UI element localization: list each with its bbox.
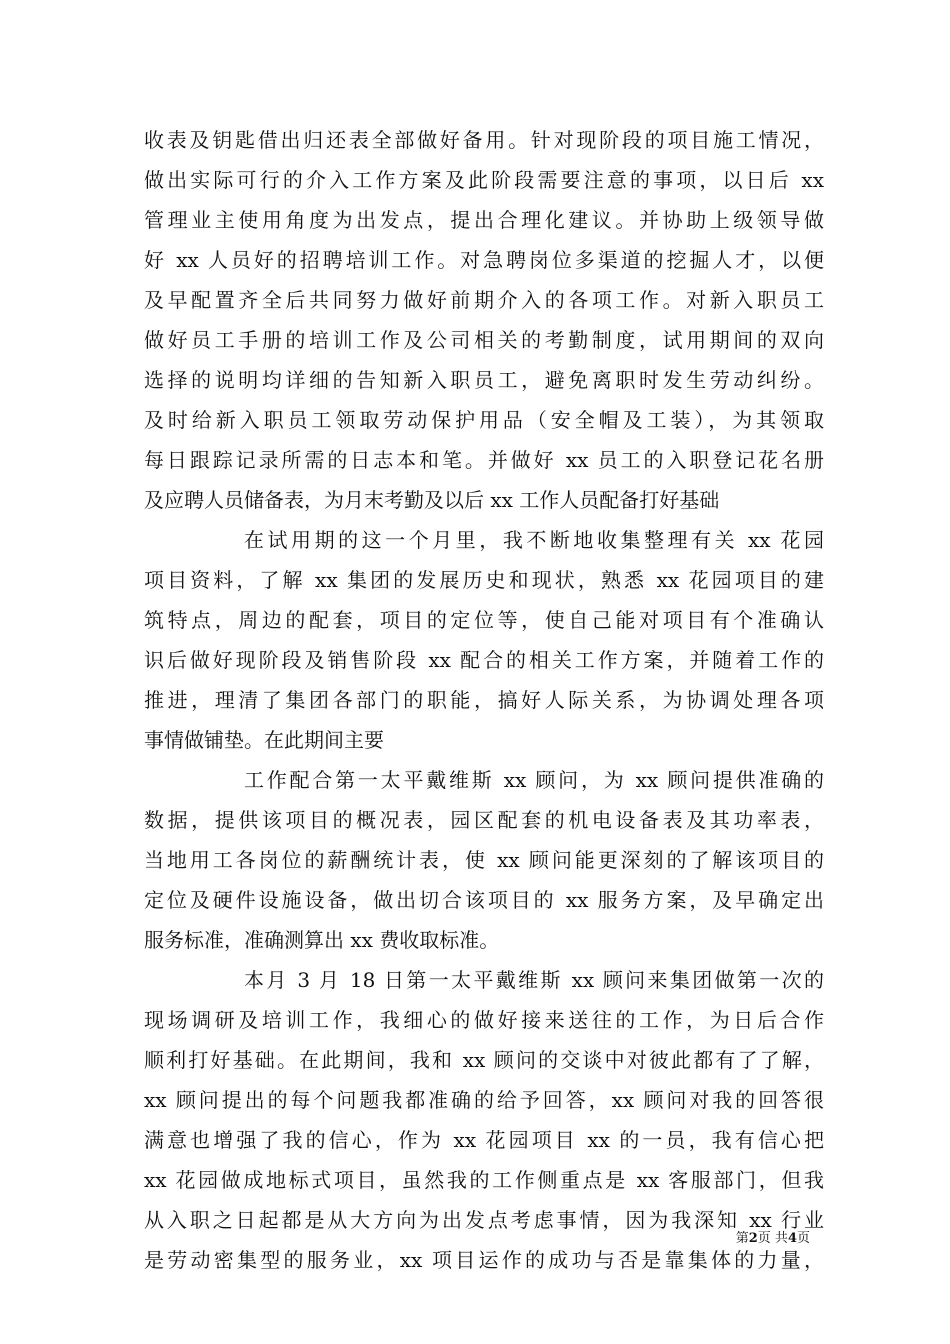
text-line: 识后做好现阶段及销售阶段 xx 配合的相关工作方案，并随着工作的 [144, 648, 824, 672]
text-line: 做出实际可行的介入工作方案及此阶段需要注意的事项，以日后 xx [144, 168, 824, 192]
text-line: 每日跟踪记录所需的日志本和笔。并做好 xx 员工的入职登记花名册 [144, 448, 824, 472]
text-line: 管理业主使用角度为出发点，提出合理化建议。并协助上级领导做 [144, 208, 824, 232]
text-line: 及时给新入职员工领取劳动保护用品（安全帽及工装），为其领取 [144, 408, 824, 432]
text-line: 收表及钥匙借出归还表全部做好备用。针对现阶段的项目施工情况， [144, 128, 824, 152]
text-line: 筑特点，周边的配套，项目的定位等，使自己能对项目有个准确认 [144, 608, 824, 632]
paragraph-4 [144, 960, 824, 1280]
text-line: 在试用期的这一个月里，我不断地收集整理有关 xx 花园 [244, 528, 824, 552]
text-line: 从入职之日起都是从大方向为出发点考虑事情，因为我深知 xx 行业 [144, 1208, 824, 1232]
text-line: 项目资料，了解 xx 集团的发展历史和现状，熟悉 xx 花园项目的建 [144, 568, 824, 592]
text-line: 及应聘人员储备表，为月末考勤及以后 xx 工作人员配备打好基础 [144, 488, 720, 512]
text-line: 现场调研及培训工作，我细心的做好接来送往的工作，为日后合作 [144, 1008, 824, 1032]
text-line: 满意也增强了我的信心，作为 xx 花园项目 xx 的一员，我有信心把 [144, 1128, 824, 1152]
footer-suffix: 页 [796, 1231, 810, 1246]
total-pages-number: 4 [787, 1231, 797, 1246]
text-line: 服务标准，准确测算出 xx 费收取标准。 [144, 928, 500, 952]
page-footer [736, 1230, 810, 1248]
text-line: xx 顾问提出的每个问题我都准确的给予回答，xx 顾问对我的回答很 [144, 1088, 824, 1112]
text-line: 顺利打好基础。在此期间，我和 xx 顾问的交谈中对彼此都有了了解， [144, 1048, 824, 1072]
text-line: xx 花园做成地标式项目，虽然我的工作侧重点是 xx 客服部门，但我 [144, 1168, 824, 1192]
paragraph-1 [144, 120, 824, 520]
text-line: 本月 3 月 18 日第一太平戴维斯 xx 顾问来集团做第一次的 [244, 968, 824, 992]
paragraph-2 [144, 520, 824, 760]
current-page-number: 2 [748, 1231, 758, 1246]
text-line: 好 xx 人员好的招聘培训工作。对急聘岗位多渠道的挖掘人才，以便 [144, 248, 824, 272]
text-line: 事情做铺垫。在此期间主要 [144, 728, 384, 752]
text-line: 做好员工手册的培训工作及公司相关的考勤制度，试用期间的双向 [144, 328, 824, 352]
body-text [144, 120, 824, 1280]
text-line: 工作配合第一太平戴维斯 xx 顾问，为 xx 顾问提供准确的 [244, 768, 824, 792]
text-line: 定位及硬件设施设备，做出切合该项目的 xx 服务方案，及早确定出 [144, 888, 824, 912]
footer-middle: 页 共 [757, 1231, 788, 1246]
text-line: 数据，提供该项目的概况表，园区配套的机电设备表及其功率表， [144, 808, 824, 832]
text-line: 及早配置齐全后共同努力做好前期介入的各项工作。对新入职员工 [144, 288, 824, 312]
text-line: 选择的说明均详细的告知新入职员工，避免离职时发生劳动纠纷。 [144, 368, 824, 392]
paragraph-3 [144, 760, 824, 960]
text-line: 是劳动密集型的服务业，xx 项目运作的成功与否是靠集体的力量， [144, 1248, 824, 1272]
footer-prefix: 第 [735, 1231, 749, 1246]
text-line: 推进，理清了集团各部门的职能，搞好人际关系，为协调处理各项 [144, 688, 824, 712]
text-line: 当地用工各岗位的薪酬统计表，使 xx 顾问能更深刻的了解该项目的 [144, 848, 824, 872]
